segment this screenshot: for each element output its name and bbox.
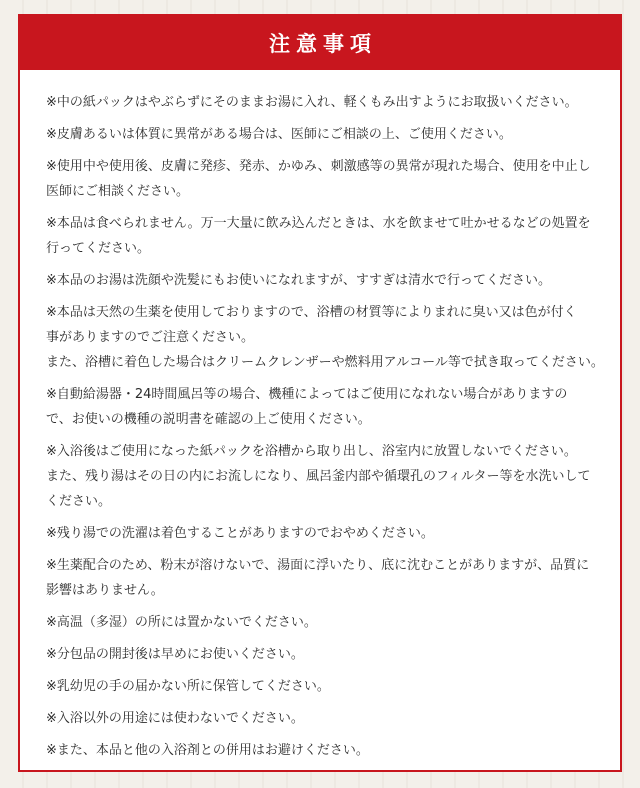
caution-item-line: ※高温（多湿）の所には置かないでください。: [46, 615, 317, 630]
caution-item-line: また、浴槽に着色した場合はクリームクレンザーや燃料用アルコール等で拭き取ってください。: [46, 355, 604, 370]
caution-item: [46, 300, 602, 375]
caution-title: 注意事項: [269, 32, 377, 56]
caution-item-line: 影響はありません。: [46, 583, 164, 598]
caution-item: [46, 553, 602, 603]
caution-item: [46, 674, 602, 699]
caution-item: [46, 382, 602, 432]
caution-item-line: ※本品は天然の生薬を使用しておりますので、浴槽の材質等によりまれに臭い又は色が付く: [46, 305, 577, 320]
caution-item: [46, 211, 602, 261]
caution-item-line: ※乳幼児の手の届かない所に保管してください。: [46, 679, 330, 694]
caution-item-line: ※残り湯での洗濯は着色することがありますのでおやめください。: [46, 526, 434, 541]
caution-item-line: ※中の紙パックはやぶらずにそのままお湯に入れ、軽くもみ出すようにお取扱いください。: [46, 95, 578, 110]
caution-item-line: ※分包品の開封後は早めにお使いください。: [46, 647, 304, 662]
caution-list: [46, 90, 602, 770]
caution-item: [46, 154, 602, 204]
caution-item: [46, 268, 602, 293]
caution-item-line: で、お使いの機種の説明書を確認の上ご使用ください。: [46, 412, 371, 427]
caution-item-line: ※入浴後はご使用になった紙パックを浴槽から取り出し、浴室内に放置しないでください。: [46, 444, 577, 459]
caution-item-line: 事がありますのでご注意ください。: [46, 330, 255, 345]
caution-item-line: 行ってください。: [46, 241, 151, 256]
caution-item-line: ください。: [46, 494, 112, 509]
caution-item-line: ※本品は食べられません。万一大量に飲み込んだときは、水を飲ませて吐かせるなどの処置を: [46, 216, 591, 231]
caution-item-line: ※また、本品と他の入浴剤との併用はお避けください。: [46, 743, 369, 758]
caution-item-line: ※生薬配合のため、粉末が溶けないで、湯面に浮いたり、底に沈むことがありますが、品質に: [46, 558, 590, 573]
caution-header: [20, 16, 620, 70]
caution-item-line: ※入浴以外の用途には使わないでください。: [46, 711, 304, 726]
caution-item: [46, 706, 602, 731]
caution-item: [46, 521, 602, 546]
caution-item: [46, 439, 602, 514]
caution-item: [46, 738, 602, 763]
caution-item-line: ※皮膚あるいは体質に異常がある場合は、医師にご相談の上、ご使用ください。: [46, 127, 512, 142]
caution-item-line: ※自動給湯器・24時間風呂等の場合、機種によってはご使用になれない場合がありますの: [46, 387, 568, 402]
caution-item-line: また、残り湯はその日の内にお流しになり、風呂釜内部や循環孔のフィルター等を水洗いして: [46, 469, 591, 484]
caution-item: [46, 90, 602, 115]
caution-panel: [18, 14, 622, 772]
caution-item: [46, 642, 602, 667]
caution-item-line: ※本品のお湯は洗顔や洗髪にもお使いになれますが、すすぎは清水で行ってください。: [46, 273, 552, 288]
caution-item-line: 医師にご相談ください。: [46, 184, 190, 199]
caution-item-line: ※使用中や使用後、皮膚に発疹、発赤、かゆみ、刺激感等の異常が現れた場合、使用を中止し: [46, 159, 591, 174]
caution-item: [46, 122, 602, 147]
caution-item: [46, 610, 602, 635]
